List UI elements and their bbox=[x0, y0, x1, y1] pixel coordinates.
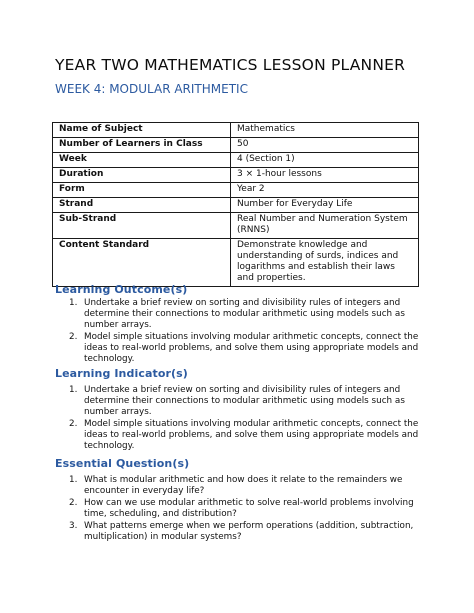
learning-outcomes-heading: Learning Outcome(s) bbox=[55, 283, 188, 296]
row-label: Form bbox=[53, 183, 231, 198]
learning-indicators-list bbox=[55, 385, 425, 453]
item-text: Undertake a brief review on sorting and divisibility rules of integers and determine their connections to modular arithmetic using models such as number arrays. bbox=[84, 385, 405, 417]
row-value: Real Number and Numeration System (RNNS) bbox=[231, 213, 419, 239]
row-value: Number for Everyday Life bbox=[231, 198, 419, 213]
table-row bbox=[53, 198, 419, 213]
page-subtitle: WEEK 4: MODULAR ARITHMETIC bbox=[55, 82, 248, 96]
list-item bbox=[55, 298, 425, 331]
row-value: Mathematics bbox=[231, 123, 419, 138]
row-label: Strand bbox=[53, 198, 231, 213]
row-value: Year 2 bbox=[231, 183, 419, 198]
essential-questions-heading: Essential Question(s) bbox=[55, 457, 190, 470]
list-item bbox=[55, 475, 425, 497]
list-item bbox=[55, 385, 425, 418]
table-row bbox=[53, 239, 419, 287]
item-number: 1. bbox=[69, 385, 78, 395]
table-row bbox=[53, 183, 419, 198]
table-row bbox=[53, 138, 419, 153]
row-value: 3 × 1-hour lessons bbox=[231, 168, 419, 183]
row-label: Number of Learners in Class bbox=[53, 138, 231, 153]
item-text: How can we use modular arithmetic to solve real-world problems involving time, scheduling, and distribution? bbox=[84, 498, 414, 519]
table-row bbox=[53, 168, 419, 183]
item-number: 2. bbox=[69, 498, 78, 508]
table-row bbox=[53, 153, 419, 168]
item-text: What patterns emerge when we perform operations (addition, subtraction, multiplication) in modular systems? bbox=[84, 521, 414, 542]
item-text: Model simple situations involving modular arithmetic concepts, connect the ideas to real-world problems, and solve them using appropriate models and technology. bbox=[84, 332, 419, 364]
row-label: Sub-Strand bbox=[53, 213, 231, 239]
list-item bbox=[55, 419, 425, 452]
learning-outcomes-list bbox=[55, 298, 425, 366]
row-label: Week bbox=[53, 153, 231, 168]
row-label: Duration bbox=[53, 168, 231, 183]
list-item bbox=[55, 498, 425, 520]
lesson-info-table bbox=[52, 122, 419, 287]
item-text: Model simple situations involving modular arithmetic concepts, connect the ideas to real-world problems, and solve them using appropriate models and technology. bbox=[84, 419, 419, 451]
row-label: Content Standard bbox=[53, 239, 231, 287]
list-item bbox=[55, 332, 425, 365]
item-text: What is modular arithmetic and how does it relate to the remainders we encounter in everyday life? bbox=[84, 475, 403, 496]
row-value: 50 bbox=[231, 138, 419, 153]
item-text: Undertake a brief review on sorting and divisibility rules of integers and determine their connections to modular arithmetic using models such as number arrays. bbox=[84, 298, 405, 330]
item-number: 3. bbox=[69, 521, 78, 531]
row-value: Demonstrate knowledge and understanding of surds, indices and logarithms and establish their laws and properties. bbox=[231, 239, 419, 287]
row-label: Name of Subject bbox=[53, 123, 231, 138]
table-row bbox=[53, 123, 419, 138]
row-value: 4 (Section 1) bbox=[231, 153, 419, 168]
page-title: YEAR TWO MATHEMATICS LESSON PLANNER bbox=[55, 56, 406, 74]
item-number: 1. bbox=[69, 475, 78, 485]
item-number: 1. bbox=[69, 298, 78, 308]
learning-indicators-heading: Learning Indicator(s) bbox=[55, 367, 188, 380]
essential-questions-list bbox=[55, 475, 425, 544]
item-number: 2. bbox=[69, 419, 78, 429]
list-item bbox=[55, 521, 425, 543]
item-number: 2. bbox=[69, 332, 78, 342]
table-row bbox=[53, 213, 419, 239]
